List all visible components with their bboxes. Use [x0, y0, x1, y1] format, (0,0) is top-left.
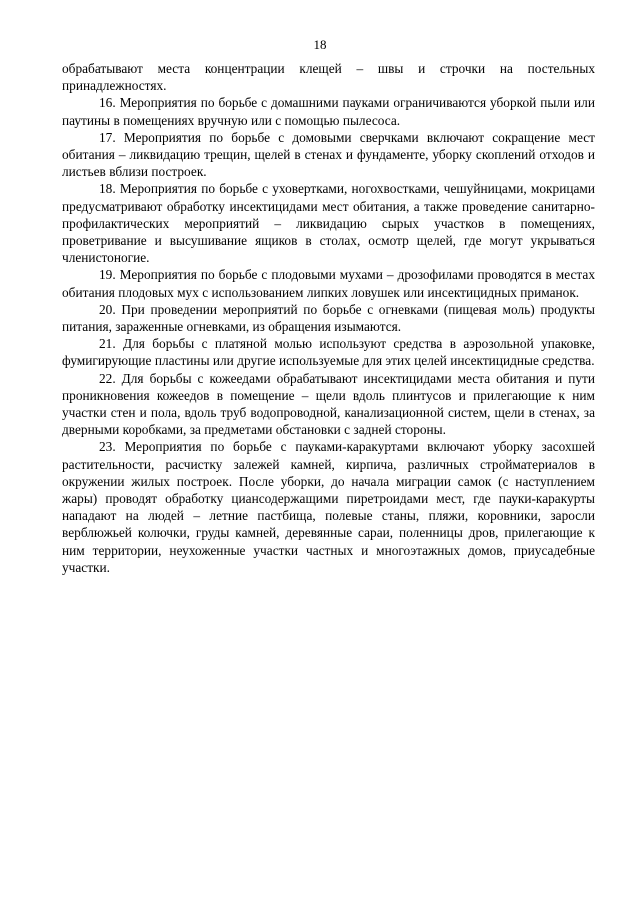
page-number: 18 [313, 37, 327, 52]
paragraph-item-16: 16. Мероприятия по борьбе с домашними пауками ограничиваются уборкой пыли или паутины в помещениях вручную или с помощью пылесоса. [62, 95, 595, 128]
paragraph-item-21: 21. Для борьбы с платяной молью используют средства в аэрозольной упаковке, фумигирующие пластины или другие используемые для этих целей инсектицидные средства. [62, 336, 595, 369]
paragraph-item-23: 23. Мероприятия по борьбе с пауками-каракуртами включают уборку засохшей растительности, расчистку залежей камней, кирпича, различных стройматериалов в окружении жилых построек. После уборки, до начала миграции самок (с наступлением жары) проводят обработку циансодержащими пиретроидами мест, где пауки-каракурты нападают на людей – летние пастбища, полевые станы, пляжи, коровники, заросли верблюжьей колючки, груды камней, деревянные сараи, поленницы дров, прилегающие к ним территории, неухоженные участки частных и многоэтажных домов, приусадебные участки. [62, 439, 595, 575]
document-body [62, 60, 595, 576]
paragraph-continuation: обрабатывают места концентрации клещей – швы и строчки на постельных принадлежностях. [62, 61, 595, 94]
paragraph-item-22: 22. Для борьбы с кожеедами обрабатывают инсектицидами места обитания и пути проникновения кожеедов в помещение – щели вдоль плинтусов и прилегающие к ним участки стен и пола, вдоль труб водопроводной, канализационной систем, щели в стенах, за дверными коробками, за предметами обстановки с задней стороны. [62, 370, 595, 438]
paragraph-item-17: 17. Мероприятия по борьбе с домовыми сверчками включают сокращение мест обитания – ликвидацию трещин, щелей в стенах и фундаменте, уборку скоплений отходов и листьев вблизи построек. [62, 129, 595, 180]
paragraph-item-18: 18. Мероприятия по борьбе с уховертками, ногохвостками, чешуйницами, мокрицами предусматривают обработку инсектицидами мест обитания, а также проведение санитарно-профилактических мероприятий – ликвидацию сырых участков в помещениях, проветривание и высушивание ящиков в столах, осмотр щелей, где могут укрываться членистоногие. [62, 181, 595, 266]
paragraph-item-20: 20. При проведении мероприятий по борьбе с огневками (пищевая моль) продукты питания, зараженные огневками, из обращения изымаются. [62, 301, 595, 335]
paragraph-item-19: 19. Мероприятия по борьбе с плодовыми мухами – дрозофилами проводятся в местах обитания плодовых мух с использованием липких ловушек или инсектицидных приманок. [62, 267, 595, 300]
